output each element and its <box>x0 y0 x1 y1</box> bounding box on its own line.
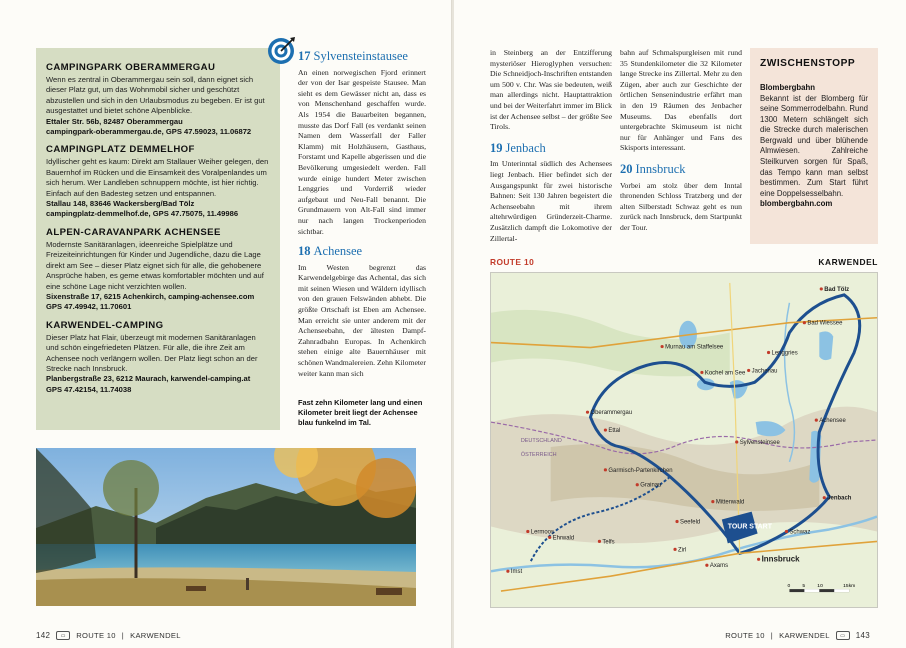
section-20-heading <box>620 161 742 176</box>
map-place-label: Bad Tölz <box>824 286 850 293</box>
map-place-label: Mittenwald <box>715 499 745 506</box>
footer-left: 142 ▭ ROUTE 10 | KARWENDEL <box>36 631 181 640</box>
map-place-dot <box>803 321 806 324</box>
map-place-dot <box>661 345 664 348</box>
logo-icon: ▭ <box>836 631 850 640</box>
map-place-label: Garmisch-Partenkirchen <box>608 467 673 474</box>
section-18-continued: in Steinberg an der Entzifferung mysteriöser Hieroglyphen versuchen: Die Schneidjoch-Inschriften entstanden um 500 v. Chr. Was sie bedeuten, weiß man allerdings nicht. Hauptattraktion und bei der Weiterfahrt immer im Blick ist der Achensee selbst – der größte See Tirols. <box>490 48 612 132</box>
right-page <box>454 0 906 648</box>
camping-name: CAMPINGPLATZ DEMMELHOF <box>46 144 195 156</box>
section-17-text: An einen norwegischen Fjord erinnert der von der Isar gespeiste Stausee. Man sieht es dem Gewässer nicht an, dass es von Menschenhand geschaffen wurde. Als 1954 die Bauarbeiten begannen, musste das Dorf Fall (es verdankt seinen Namen dem Wasserfall der Faller Klamm) mit Holzhäusern, Gasthaus, Forstamt und Kapelle abgerissen und die Bevölkerung umgesiedelt werden. Fall wurde einige hundert Meter zwischen Lenggries und Vorderriß wieder aufgebaut und Neu-Fall benannt. Die Grundmauern von Alt-Fall sind immer nur nach langen Trockenperioden sichtbar. <box>298 67 426 236</box>
map-place-dot <box>604 428 607 431</box>
section-19-continued: bahn auf Schmalspurgleisen mit rund 35 Stundenkilometer die 32 Kilometer lange Strecke ins Zillertal. Mehr zu den Zügen, aber auch zur Geschichte der örtlichen Sensenindustrie erfährt man in den 19 Räumen des Jenbacher Museums. Das ebenfalls dort untergebrachte Skimuseum ist nicht nur für Anhänger und Fans des Skisports interessant. <box>620 48 742 153</box>
footer-region: KARWENDEL <box>779 631 830 640</box>
map-place-dot <box>711 500 714 503</box>
map-place-dot <box>675 520 678 523</box>
map-region-label: KARWENDEL <box>818 257 878 267</box>
logo-icon: ▭ <box>56 631 70 640</box>
page-number: 142 <box>36 631 51 640</box>
map-place-label: Lermoos <box>530 529 554 536</box>
camping-web: campingplatz-demmelhof.de, GPS 47.75075, 11.49986 <box>46 209 239 219</box>
map-place-label: Grainau <box>640 482 662 489</box>
map-place-label: ÖSTERREICH <box>520 451 557 458</box>
zwischenstopp-text: Bekannt ist der Blomberg für seine Sommerrodelbahn. Rund 1300 Metern schlängelt sich die Strecke durch malerischen Bergwald und über blühende Almwiesen. Zahlreiche Steilkurven sorgen für Spaß, das Tempo kann man selbst bestimmen. Zum Start führt eine Doppelsesselbahn. <box>760 93 868 198</box>
left-page <box>0 0 452 648</box>
map-route-label: ROUTE 10 <box>490 257 535 267</box>
camping-address: Ettaler Str. 56b, 82487 Oberammergau <box>46 116 183 126</box>
camping-address: Sixenstraße 17, 6215 Achenkirch, camping-achensee.com <box>46 291 255 301</box>
camping-name: CAMPINGPARK OBERAMMERGAU <box>46 62 216 73</box>
target-icon <box>266 36 296 66</box>
section-title: Jenbach <box>505 140 546 155</box>
map-place-dot <box>757 558 760 561</box>
section-number: 17 <box>298 49 311 63</box>
camping-entry <box>46 320 270 395</box>
zwischenstopp-box <box>750 48 878 244</box>
camping-box <box>36 48 280 430</box>
map-place-dot <box>747 369 750 372</box>
map-place-dot <box>785 530 788 533</box>
section-19-text: Im Unterinntal südlich des Achensees liegt Jenbach. Hier befindet sich der Ausgangspunkt für zwei historische Bahnen: Seit 130 Jahren begeistert die Achenseebahn mit ihrem altehrwürdigen Gründerzeit-Charme. Zusätzlich dampft die Lokomotive der Zillertal- <box>490 159 612 243</box>
map-place-dot <box>705 564 708 567</box>
scale-label: 0 <box>787 584 791 590</box>
map-place-dot <box>604 468 607 471</box>
map-place-label: Murnau am Staffelsee <box>665 344 724 351</box>
camping-entry <box>46 144 270 219</box>
map-place-label: Innsbruck <box>761 554 800 564</box>
section-number: 20 <box>620 161 633 176</box>
map-place-label: Imst <box>510 569 523 576</box>
map-place-label: Seefeld <box>680 519 701 526</box>
map-place-dot <box>526 530 529 533</box>
lake-tegernsee <box>819 331 833 360</box>
camping-text: Idyllischer geht es kaum: Direkt am Stallauer Weiher gelegen, den Bauernhof im Rücken und die Einsamkeit des Voralpenlandes um sich herum. Wer Landleben schnuppern möchte, ist hier richtig. Einfach auf den Badesteg setzen und entspannen. <box>46 157 269 198</box>
camping-address: Stallau 148, 83646 Wackersberg/Bad Tölz <box>46 199 195 209</box>
map-place-dot <box>548 536 551 539</box>
map-place-dot <box>700 371 703 374</box>
tour-start-label: TOUR START <box>727 523 772 531</box>
map-place-label: Kochel am See <box>704 370 746 377</box>
map-place-label: Schwaz <box>789 529 811 536</box>
section-20-text: Vorbei am stolz über dem Inntal thronenden Schloss Tratzberg und der alten Silberstadt Schwaz geht es nun zurück nach Innsbruck, dem Startpunkt der Tour. <box>620 180 742 232</box>
camping-text: Modernste Sanitäranlagen, ideenreiche Spielplätze und Freizeiteinrichtungen für Kinder und Jugendliche, dazu die Lage direkt am See – dieser Platz eignet sich für alle, die gehobenere Ansprüche haben, es geme etwas komfortabler möchten und auf eine schöne Lage nicht verzichten wollen. <box>46 239 264 291</box>
section-number: 18 <box>298 244 311 259</box>
camping-text: Dieser Platz hat Flair, überzeugt mit modernen Sanitäranlagen und schön eingefriedeten Plätzen. Für alle, die ihre Zeit am Achensee noch verlängern wollen. Der Platz liegt schon an der Strecke nach Innsbruck. <box>46 332 258 373</box>
map-place-label: Axams <box>709 563 729 570</box>
camping-name: KARWENDEL-CAMPING <box>46 319 164 331</box>
article-column-4 <box>620 48 742 234</box>
section-title: Achensee <box>313 244 363 259</box>
map-place-dot <box>815 419 818 422</box>
scale-label: 15km <box>843 584 856 590</box>
map-place-label: Sylvensteinsee <box>739 439 780 446</box>
map-place-label: Oberammergau <box>590 410 633 417</box>
zwischenstopp-link[interactable]: blombergbahn.com <box>760 199 833 209</box>
article-column-1 <box>298 48 426 379</box>
route-map <box>490 272 878 608</box>
camping-text: Wenn es zentral in Oberammergau sein soll, dann eignet sich dieser Platz gut, um das Wohnmobil sicher und geschützt abzustellen und sich in den Urlaubsmodus zu begeben. Er ist gut ausgestattet und bietet schöne Alpenblicke. <box>46 75 265 116</box>
map-place-dot <box>767 351 770 354</box>
section-18-text: Im Westen begrenzt das Karwendelgebirge das Achental, das sich mit seinen Wiesen und Wäldern idyllisch von den grauen Felswänden abhebt. Die größte Ortschaft ist Eben am Achensee. Man erreicht sie unter anderem mit der Achenseebahn, der ältesten Dampf-Zahnradbahn Europas. In Achenkirch stehen einige alte Bauernhäuser mit schönen Wandmalereien. Zehn Kilometer weiter kann man sich <box>298 262 426 378</box>
map-place-label: Ehrwald <box>552 535 575 542</box>
scale-label: 5 <box>802 584 806 590</box>
map-place-label: Jenbach <box>827 495 852 502</box>
camping-name: ALPEN-CARAVANPARK ACHENSEE <box>46 226 221 238</box>
camping-web: GPS 47.42154, 11.74038 <box>46 384 132 394</box>
section-17-heading <box>298 51 426 62</box>
map-place-label: DEUTSCHLAND <box>520 437 562 444</box>
camping-address: Planbergstraße 23, 6212 Maurach, karwendel-camping.at <box>46 374 251 384</box>
map-place-label: Telfs <box>602 539 615 546</box>
section-title: Innsbruck <box>635 161 686 176</box>
footer-region: KARWENDEL <box>130 631 181 640</box>
camping-entry <box>46 227 270 313</box>
footer-route: ROUTE 10 <box>725 631 765 640</box>
map-place-label: Ettal <box>608 428 621 435</box>
section-number: 19 <box>490 140 503 155</box>
map-place-dot <box>636 483 639 486</box>
camping-web: GPS 47.49942, 11.70601 <box>46 302 132 312</box>
footer-route: ROUTE 10 <box>76 631 116 640</box>
page-number: 143 <box>855 631 870 640</box>
map-place-label: Lenggries <box>771 350 798 357</box>
zwischenstopp-title: ZWISCHENSTOPP <box>760 58 856 69</box>
map-place-dot <box>735 440 738 443</box>
section-18-heading <box>298 246 426 257</box>
map-place-label: Bad Wiessee <box>807 320 843 327</box>
map-place-dot <box>506 570 509 573</box>
article-column-3 <box>490 48 612 244</box>
scale-label: 10 <box>817 584 823 590</box>
map-place-label: Achensee <box>819 418 846 425</box>
footer-right: ROUTE 10 | KARWENDEL ▭ 143 <box>725 631 870 640</box>
camping-web: campingpark-oberammergau.de, GPS 47.59023, 11.06872 <box>46 127 252 137</box>
section-title: Sylvensteinstausee <box>313 49 408 63</box>
photo-caption: Fast zehn Kilometer lang und einen Kilometer breit liegt der Achensee blau funkelnd im Tal. <box>298 398 423 427</box>
map-place-label: Jachenau <box>751 368 778 375</box>
zwischenstopp-subtitle: Blombergbahn <box>760 83 816 92</box>
map-place-dot <box>823 496 826 499</box>
map-place-dot <box>586 411 589 414</box>
section-19-heading <box>490 140 612 155</box>
achensee-photo <box>36 448 416 606</box>
map-header <box>490 257 878 271</box>
map-place-dot <box>598 540 601 543</box>
camping-entry <box>46 62 270 137</box>
map-place-dot <box>820 287 823 290</box>
map-place-dot <box>673 548 676 551</box>
map-place-label: Zirl <box>678 547 687 554</box>
